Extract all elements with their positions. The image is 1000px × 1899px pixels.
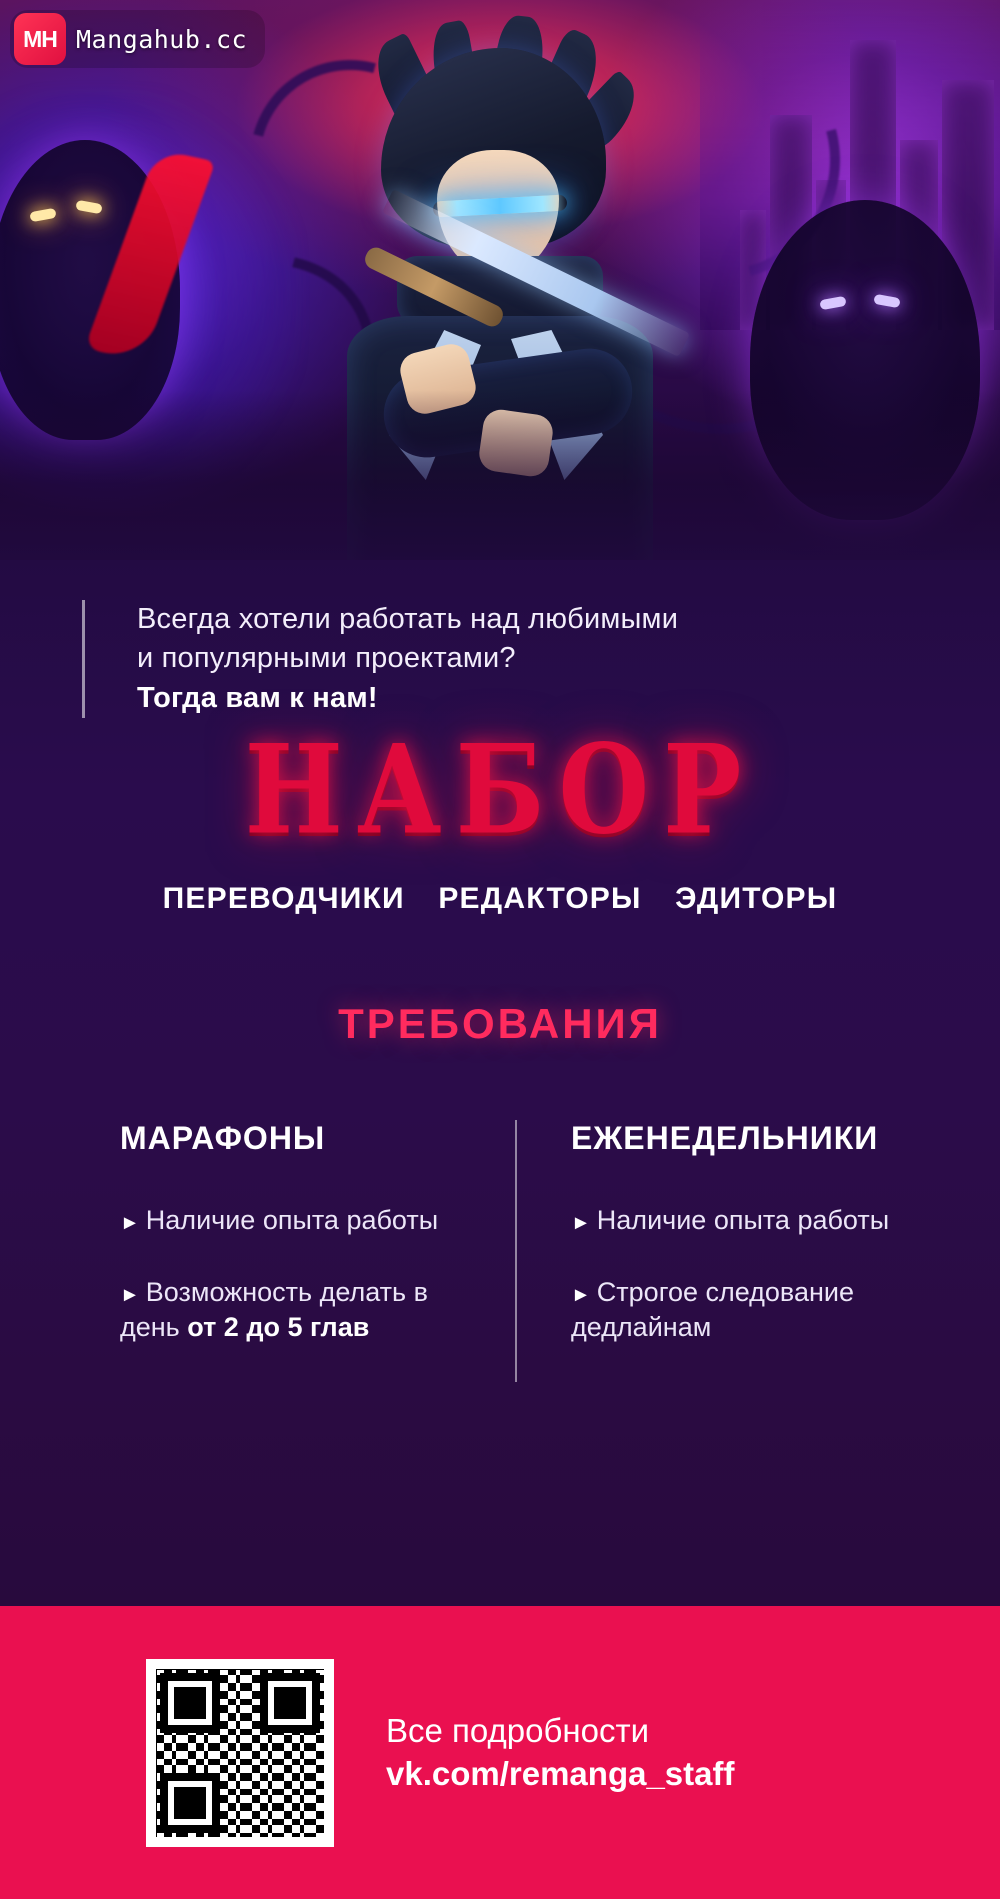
footer-text: [386, 1710, 734, 1794]
bullet-arrow-icon: ►: [120, 1212, 140, 1234]
requirement-item: [120, 1275, 475, 1346]
qr-finder-icon: [260, 1673, 320, 1733]
intro-block: [82, 600, 897, 718]
column-title-weeklies: ЕЖЕНЕДЕЛЬНИКИ: [571, 1120, 879, 1156]
intro-line-1: Всегда хотели работать над любимыми: [137, 603, 679, 635]
role-typesetters: ЭДИТОРЫ: [675, 882, 838, 915]
glowing-eye: [819, 296, 846, 310]
headline-nabor: НАБОР: [244, 716, 756, 863]
footer-line-details: Все подробности: [386, 1712, 650, 1750]
hero-artwork: [0, 0, 1000, 600]
column-weeklies: [515, 1120, 910, 1382]
qr-code-pattern: [156, 1669, 324, 1837]
qr-code[interactable]: [146, 1659, 334, 1847]
requirement-item: [571, 1275, 910, 1346]
intro-line-3: Тогда вам к нам!: [137, 681, 378, 714]
glowing-eye: [873, 294, 900, 308]
site-watermark: [10, 10, 265, 68]
requirement-text: Наличие опыта работы: [145, 1205, 439, 1235]
requirements-columns: [120, 1120, 910, 1382]
poster-body: [0, 560, 1000, 1606]
qr-finder-icon: [160, 1773, 220, 1833]
requirement-item: [571, 1203, 910, 1239]
qr-finder-icon: [160, 1673, 220, 1733]
bullet-arrow-icon: ►: [571, 1283, 591, 1306]
intro-line-2: и популярными проектами?: [137, 642, 516, 675]
column-title-marathons: МАРАФОНЫ: [120, 1120, 326, 1156]
mangahub-logo-icon: MH: [14, 13, 66, 65]
role-translators: ПЕРЕВОДЧИКИ: [162, 882, 405, 915]
glowing-eye: [75, 200, 102, 214]
footer-banner: [0, 1606, 1000, 1899]
watermark-label: Mangahub.cc: [76, 24, 248, 54]
requirements-title: ТРЕБОВАНИЯ: [338, 1000, 662, 1047]
requirement-item: [120, 1203, 475, 1239]
role-editors: РЕДАКТОРЫ: [438, 882, 642, 915]
glowing-eye: [29, 208, 56, 222]
requirement-emphasis: от 2 до 5 глав: [187, 1312, 370, 1343]
roles-list: [0, 882, 1000, 916]
requirement-text: Строгое следование дедлайнам: [571, 1276, 854, 1343]
requirement-text: Возможность делать в день: [120, 1276, 428, 1343]
bullet-arrow-icon: ►: [571, 1212, 591, 1234]
bullet-arrow-icon: ►: [120, 1283, 140, 1306]
column-marathons: [120, 1120, 515, 1382]
requirement-text: Наличие опыта работы: [596, 1205, 890, 1235]
footer-link-vk[interactable]: vk.com/remanga_staff: [386, 1754, 735, 1792]
